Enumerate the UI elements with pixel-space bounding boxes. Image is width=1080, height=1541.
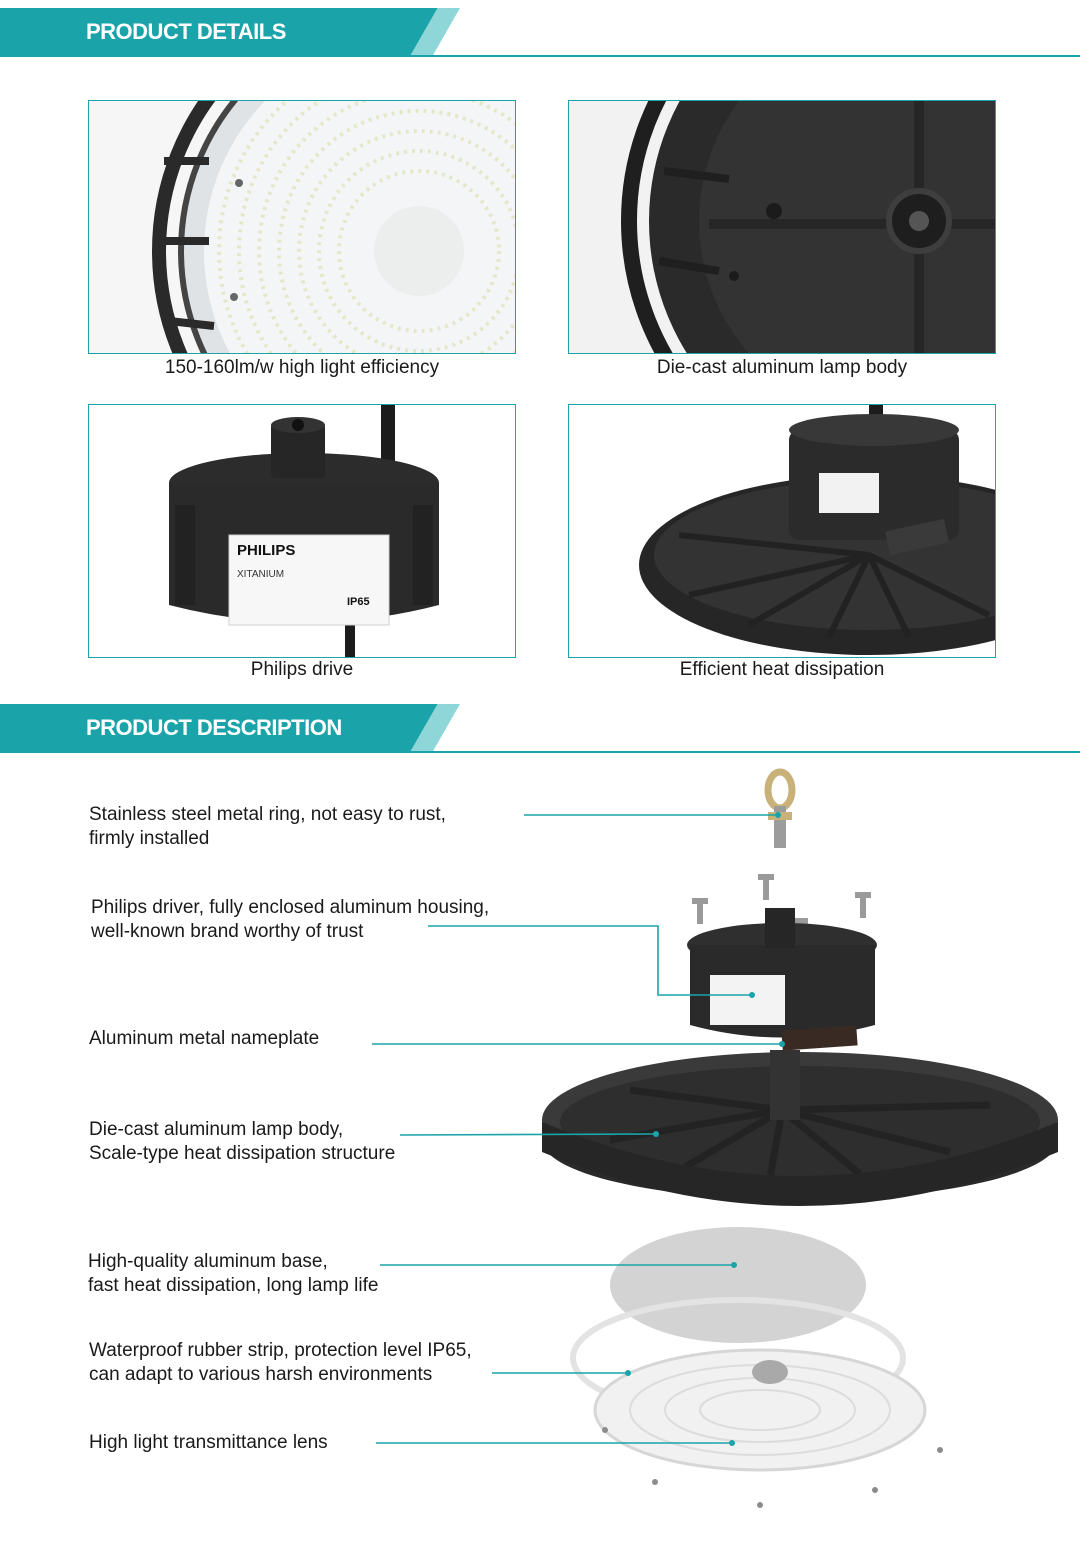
desc-rubber-strip: Waterproof rubber strip, protection level IP65, can adapt to various harsh environments — [89, 1340, 472, 1385]
product-description-banner — [0, 696, 1080, 756]
desc-metal-ring: Stainless steel metal ring, not easy to rust, firmly installed — [89, 804, 446, 849]
driver-photo — [88, 404, 516, 658]
caption-lamp-body: Die-cast aluminum lamp body — [656, 357, 908, 378]
section-title-description: PRODUCT DESCRIPTION — [86, 715, 342, 740]
driver-series-text: XITANIUM — [237, 569, 285, 580]
lamp-body-photo — [568, 100, 996, 354]
driver-brand-text: PHILIPS — [237, 542, 296, 559]
desc-lamp-body: Die-cast aluminum lamp body, Scale-type heat dissipation structure — [89, 1119, 396, 1164]
desc-philips-driver: Philips driver, fully enclosed aluminum housing, well-known brand worthy of trust — [91, 897, 490, 942]
driver-rating-text: IP65 — [347, 596, 370, 608]
caption-led-efficiency: 150-160lm/w high light efficiency — [164, 357, 440, 378]
desc-lens: High light transmittance lens — [89, 1432, 328, 1453]
led-panel-photo — [88, 100, 516, 354]
caption-philips-drive: Philips drive — [250, 659, 354, 680]
product-details-banner — [0, 0, 1080, 60]
desc-aluminum-base: High-quality aluminum base, fast heat dissipation, long lamp life — [88, 1251, 379, 1296]
caption-heat-dissipation: Efficient heat dissipation — [679, 659, 885, 680]
desc-nameplate: Aluminum metal nameplate — [89, 1028, 320, 1049]
heatsink-photo — [568, 404, 996, 658]
section-title-details: PRODUCT DETAILS — [86, 19, 286, 44]
